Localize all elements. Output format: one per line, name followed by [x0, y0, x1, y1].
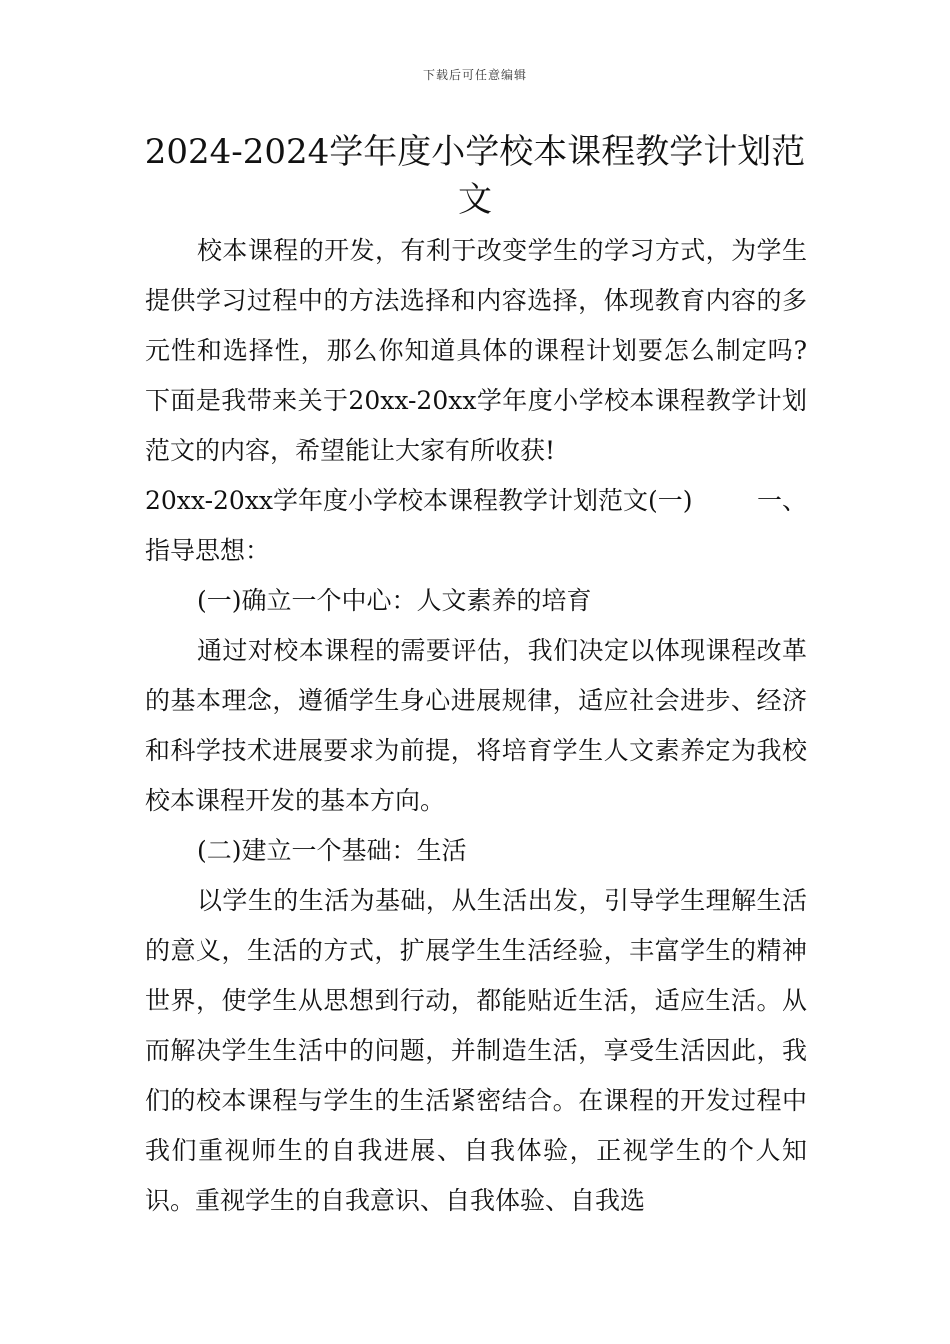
section-heading	[145, 476, 807, 526]
document-body	[145, 226, 807, 1226]
section-heading-title: 20xx-20xx学年度小学校本课程教学计划范文(一)	[145, 486, 693, 515]
paragraph-2: 以学生的生活为基础，从生活出发，引导学生理解生活的意义，生活的方式，扩展学生生活经验，丰富学生的精神世界，使学生从思想到行动，都能贴近生活，适应生活。从而解决学生生活中的问题，并制造生活，享受生活因此，我们的校本课程与学生的生活紧密结合。在课程的开发过程中我们重视师生的自我进展、自我体验，正视学生的个人知识。重视学生的自我意识、自我体验、自我选	[145, 886, 807, 1215]
intro-paragraph: 校本课程的开发，有利于改变学生的学习方式，为学生提供学习过程中的方法选择和内容选择，体现教育内容的多元性和选择性，那么你知道具体的课程计划要怎么制定吗?下面是我带来关于20xx-20xx学年度小学校本课程教学计划范文的内容，希望能让大家有所收获!	[145, 236, 807, 465]
paragraph-1: 通过对校本课程的需要评估，我们决定以体现课程改革的基本理念，遵循学生身心进展规律，适应社会进步、经济和科学技术进展要求为前提，将培育学生人文素养定为我校校本课程开发的基本方向。	[145, 636, 807, 815]
subheading-2: (二)建立一个基础：生活	[197, 836, 467, 865]
subheading-1: (一)确立一个中心：人文素养的培育	[197, 586, 592, 615]
section-heading-number: 一、	[756, 486, 807, 515]
header-note: 下载后可任意编辑	[422, 68, 527, 82]
section-heading-continuation: 指导思想：	[145, 536, 271, 565]
document-title: 2024-2024学年度小学校本课程教学计划范文	[144, 132, 806, 220]
